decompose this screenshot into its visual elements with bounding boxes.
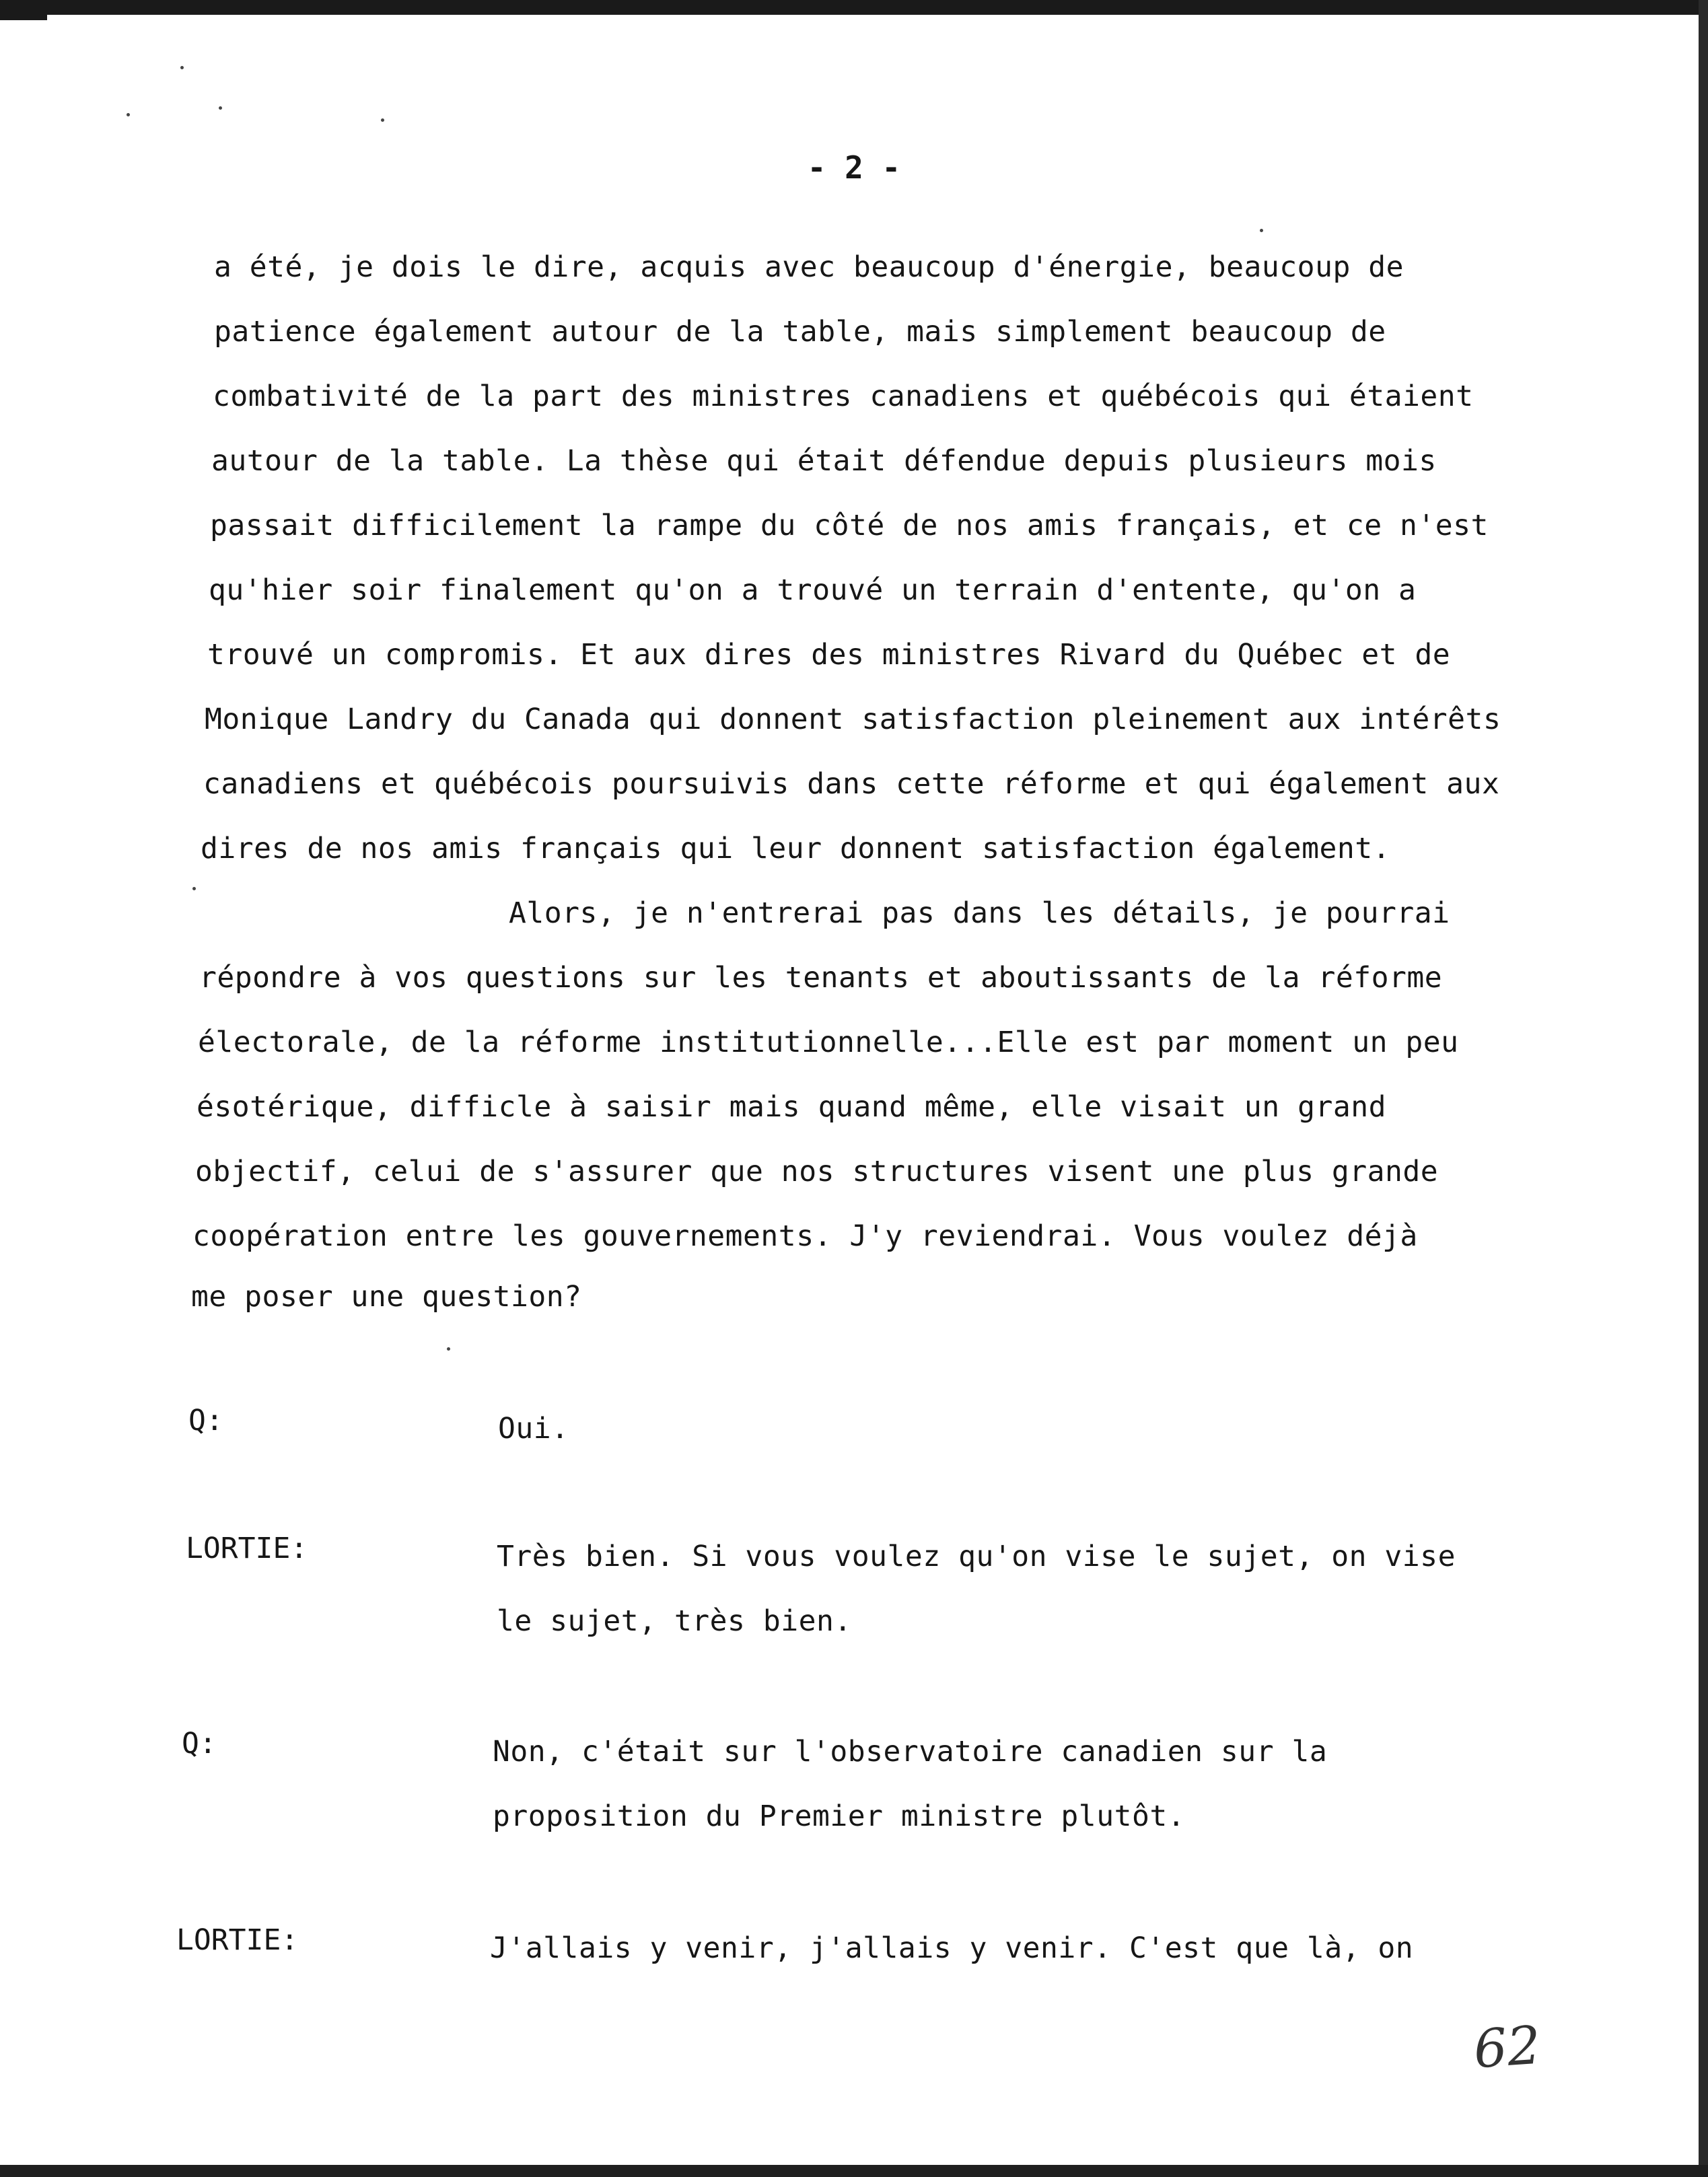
scan-edge-right (1699, 0, 1708, 2177)
paragraph-line: autour de la table. La thèse qui était défendue depuis plusieurs mois (211, 444, 1437, 478)
paragraph-line: Alors, je n'entrerai pas dans les détails, je pourrai (509, 896, 1450, 930)
speaker-label: Q: (188, 1404, 223, 1437)
paragraph-line: électorale, de la réforme institutionnelle...Elle est par moment un peu (198, 1026, 1459, 1059)
reply-line: Très bien. Si vous voulez qu'on vise le sujet, on vise (497, 1540, 1456, 1573)
paragraph-line: Monique Landry du Canada qui donnent satisfaction pleinement aux intérêts (205, 703, 1501, 736)
scan-edge-top (0, 0, 1708, 15)
paragraph-line: a été, je dois le dire, acquis avec beaucoup d'énergie, beaucoup de (214, 250, 1404, 284)
scan-speck (219, 106, 222, 110)
scan-speck (192, 887, 196, 890)
reply-line: J'allais y venir, j'allais y venir. C'est que là, on (490, 1931, 1414, 1965)
paragraph-line: patience également autour de la table, mais simplement beaucoup de (214, 315, 1386, 349)
reply-line: proposition du Premier ministre plutôt. (493, 1799, 1186, 1833)
scan-speck (180, 66, 184, 69)
speaker-label: LORTIE: (186, 1532, 308, 1565)
paragraph-line: ésotérique, difficle à saisir mais quand même, elle visait un grand (197, 1090, 1387, 1124)
paragraph-line: qu'hier soir finalement qu'on a trouvé un terrain d'entente, qu'on a (209, 573, 1417, 607)
reply-line: Oui. (498, 1412, 569, 1446)
scan-speck (447, 1347, 450, 1351)
paragraph-line: coopération entre les gouvernements. J'y reviendrai. Vous voulez déjà (192, 1219, 1418, 1253)
paragraph-line: répondre à vos questions sur les tenants et aboutissants de la réforme (199, 961, 1443, 995)
page-number: - 2 - (807, 149, 901, 186)
scan-edge-bottom (0, 2165, 1708, 2177)
paragraph-line: passait difficilement la rampe du côté de nos amis français, et ce n'est (210, 509, 1489, 542)
paragraph-line: canadiens et québécois poursuivis dans cette réforme et qui également aux (203, 767, 1500, 801)
scan-speck (381, 118, 384, 122)
handwritten-folio: 62 (1471, 2015, 1543, 2081)
scan-speck (127, 113, 130, 116)
speaker-label: Q: (182, 1727, 217, 1760)
scan-speck (1260, 229, 1263, 232)
paragraph-line: combativité de la part des ministres canadiens et québécois qui étaient (213, 380, 1474, 413)
scan-corner-mark (0, 15, 47, 20)
paragraph-line: objectif, celui de s'assurer que nos structures visent une plus grande (195, 1155, 1439, 1188)
paragraph-line: dires de nos amis français qui leur donnent satisfaction également. (201, 832, 1391, 865)
paragraph-line: trouvé un compromis. Et aux dires des ministres Rivard du Québec et de (207, 638, 1451, 672)
speaker-label: LORTIE: (176, 1923, 299, 1957)
paragraph-line: me poser une question? (191, 1280, 582, 1314)
reply-line: Non, c'était sur l'observatoire canadien sur la (493, 1735, 1328, 1769)
reply-line: le sujet, très bien. (497, 1604, 852, 1638)
